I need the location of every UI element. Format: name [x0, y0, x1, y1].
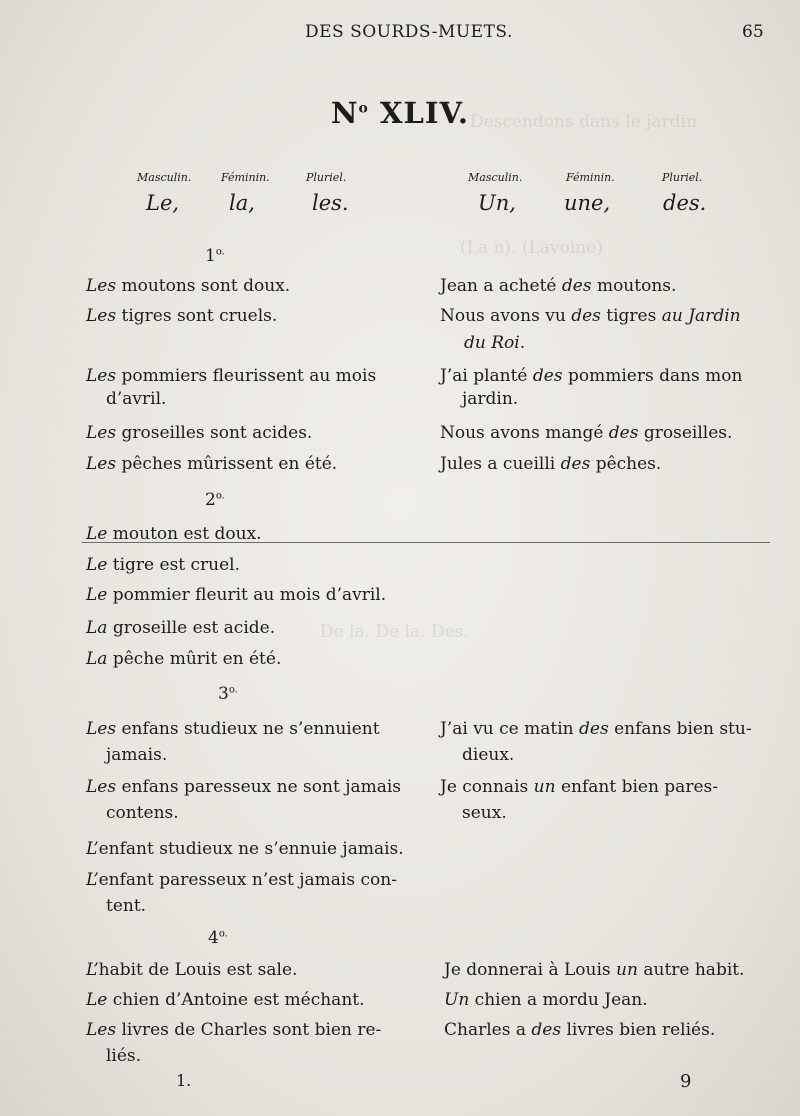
section-number: $1^{o.}$: [205, 246, 225, 266]
title-number: XLIV.: [379, 96, 469, 130]
running-header: DES SOURDS-MUETS.: [305, 22, 513, 42]
left-line: La groseille est acide.: [86, 618, 276, 638]
right-line: Jules a cueilli des pêches.: [440, 454, 662, 474]
section-number: $3^{o.}$: [218, 684, 238, 704]
left-line: Les pêches mûrissent en été.: [86, 454, 338, 474]
article: la,: [229, 191, 255, 215]
show-through: (La n). (Lavoine): [460, 238, 603, 258]
left-line: Les tigres sont cruels.: [86, 306, 278, 326]
left-line: Les groseilles sont acides.: [86, 423, 313, 443]
left-line: tent.: [106, 896, 147, 916]
article: Un,: [478, 191, 516, 215]
right-line: Nous avons vu des tigres au Jardin: [440, 306, 741, 326]
left-line: Le tigre est cruel.: [86, 555, 241, 575]
left-line: L’enfant paresseux n’est jamais con-: [86, 870, 397, 890]
gender-label: Féminin.: [566, 171, 615, 184]
gender-label: Masculin.: [137, 171, 192, 184]
left-line: jamais.: [106, 745, 168, 765]
left-line: contens.: [106, 803, 179, 823]
article: des.: [663, 191, 707, 215]
divider: [82, 542, 770, 543]
article: une,: [564, 191, 611, 215]
gathering-number: 9: [680, 1071, 692, 1092]
gender-label: Masculin.: [468, 171, 523, 184]
left-line: Les pommiers fleurissent au mois: [86, 366, 377, 386]
right-line: Je connais un enfant bien pares-: [440, 777, 718, 797]
right-line: J’ai vu ce matin des enfans bien stu-: [440, 719, 752, 739]
right-line: jardin.: [462, 389, 519, 409]
right-line: Nous avons mangé des groseilles.: [440, 423, 733, 443]
gender-label: Pluriel.: [662, 171, 703, 184]
left-line: d’avril.: [106, 389, 167, 409]
left-line: Les livres de Charles sont bien re-: [86, 1020, 382, 1040]
left-line: Les enfans paresseux ne sont jamais: [86, 777, 402, 797]
right-line: J’ai planté des pommiers dans mon: [440, 366, 743, 386]
right-line: Jean a acheté des moutons.: [440, 276, 677, 296]
left-line: liés.: [106, 1046, 142, 1066]
title-prefix: N: [331, 96, 359, 130]
title-sup: o: [358, 100, 369, 117]
show-through: De la. De la. Des.: [320, 622, 469, 642]
gender-label: Féminin.: [221, 171, 270, 184]
show-through: Descendons dans le jardin: [470, 112, 697, 132]
right-line: Je donnerai à Louis un autre habit.: [444, 960, 745, 980]
left-line: Les enfans studieux ne s’ennuient: [86, 719, 380, 739]
right-line: du Roi.: [464, 333, 526, 353]
signature-mark: 1.: [176, 1071, 192, 1090]
section-number: $4^{o.}$: [208, 928, 228, 948]
gender-label: Pluriel.: [306, 171, 347, 184]
lesson-title: [0, 96, 800, 130]
page-number: 65: [742, 22, 764, 42]
left-line: La pêche mûrit en été.: [86, 649, 282, 669]
left-line: Le chien d’Antoine est méchant.: [86, 990, 365, 1010]
section-number: $2^{o.}$: [205, 490, 225, 510]
left-line: L’enfant studieux ne s’ennuie jamais.: [86, 839, 404, 859]
article: Le,: [146, 191, 180, 215]
right-line: Charles a des livres bien reliés.: [444, 1020, 716, 1040]
right-line: dieux.: [462, 745, 515, 765]
left-line: L’habit de Louis est sale.: [86, 960, 298, 980]
left-line: Le pommier fleurit au mois d’avril.: [86, 585, 387, 605]
left-line: Le mouton est doux.: [86, 524, 262, 544]
right-line: Un chien a mordu Jean.: [444, 990, 648, 1010]
left-line: Les moutons sont doux.: [86, 276, 291, 296]
article: les.: [312, 191, 349, 215]
right-line: seux.: [462, 803, 507, 823]
